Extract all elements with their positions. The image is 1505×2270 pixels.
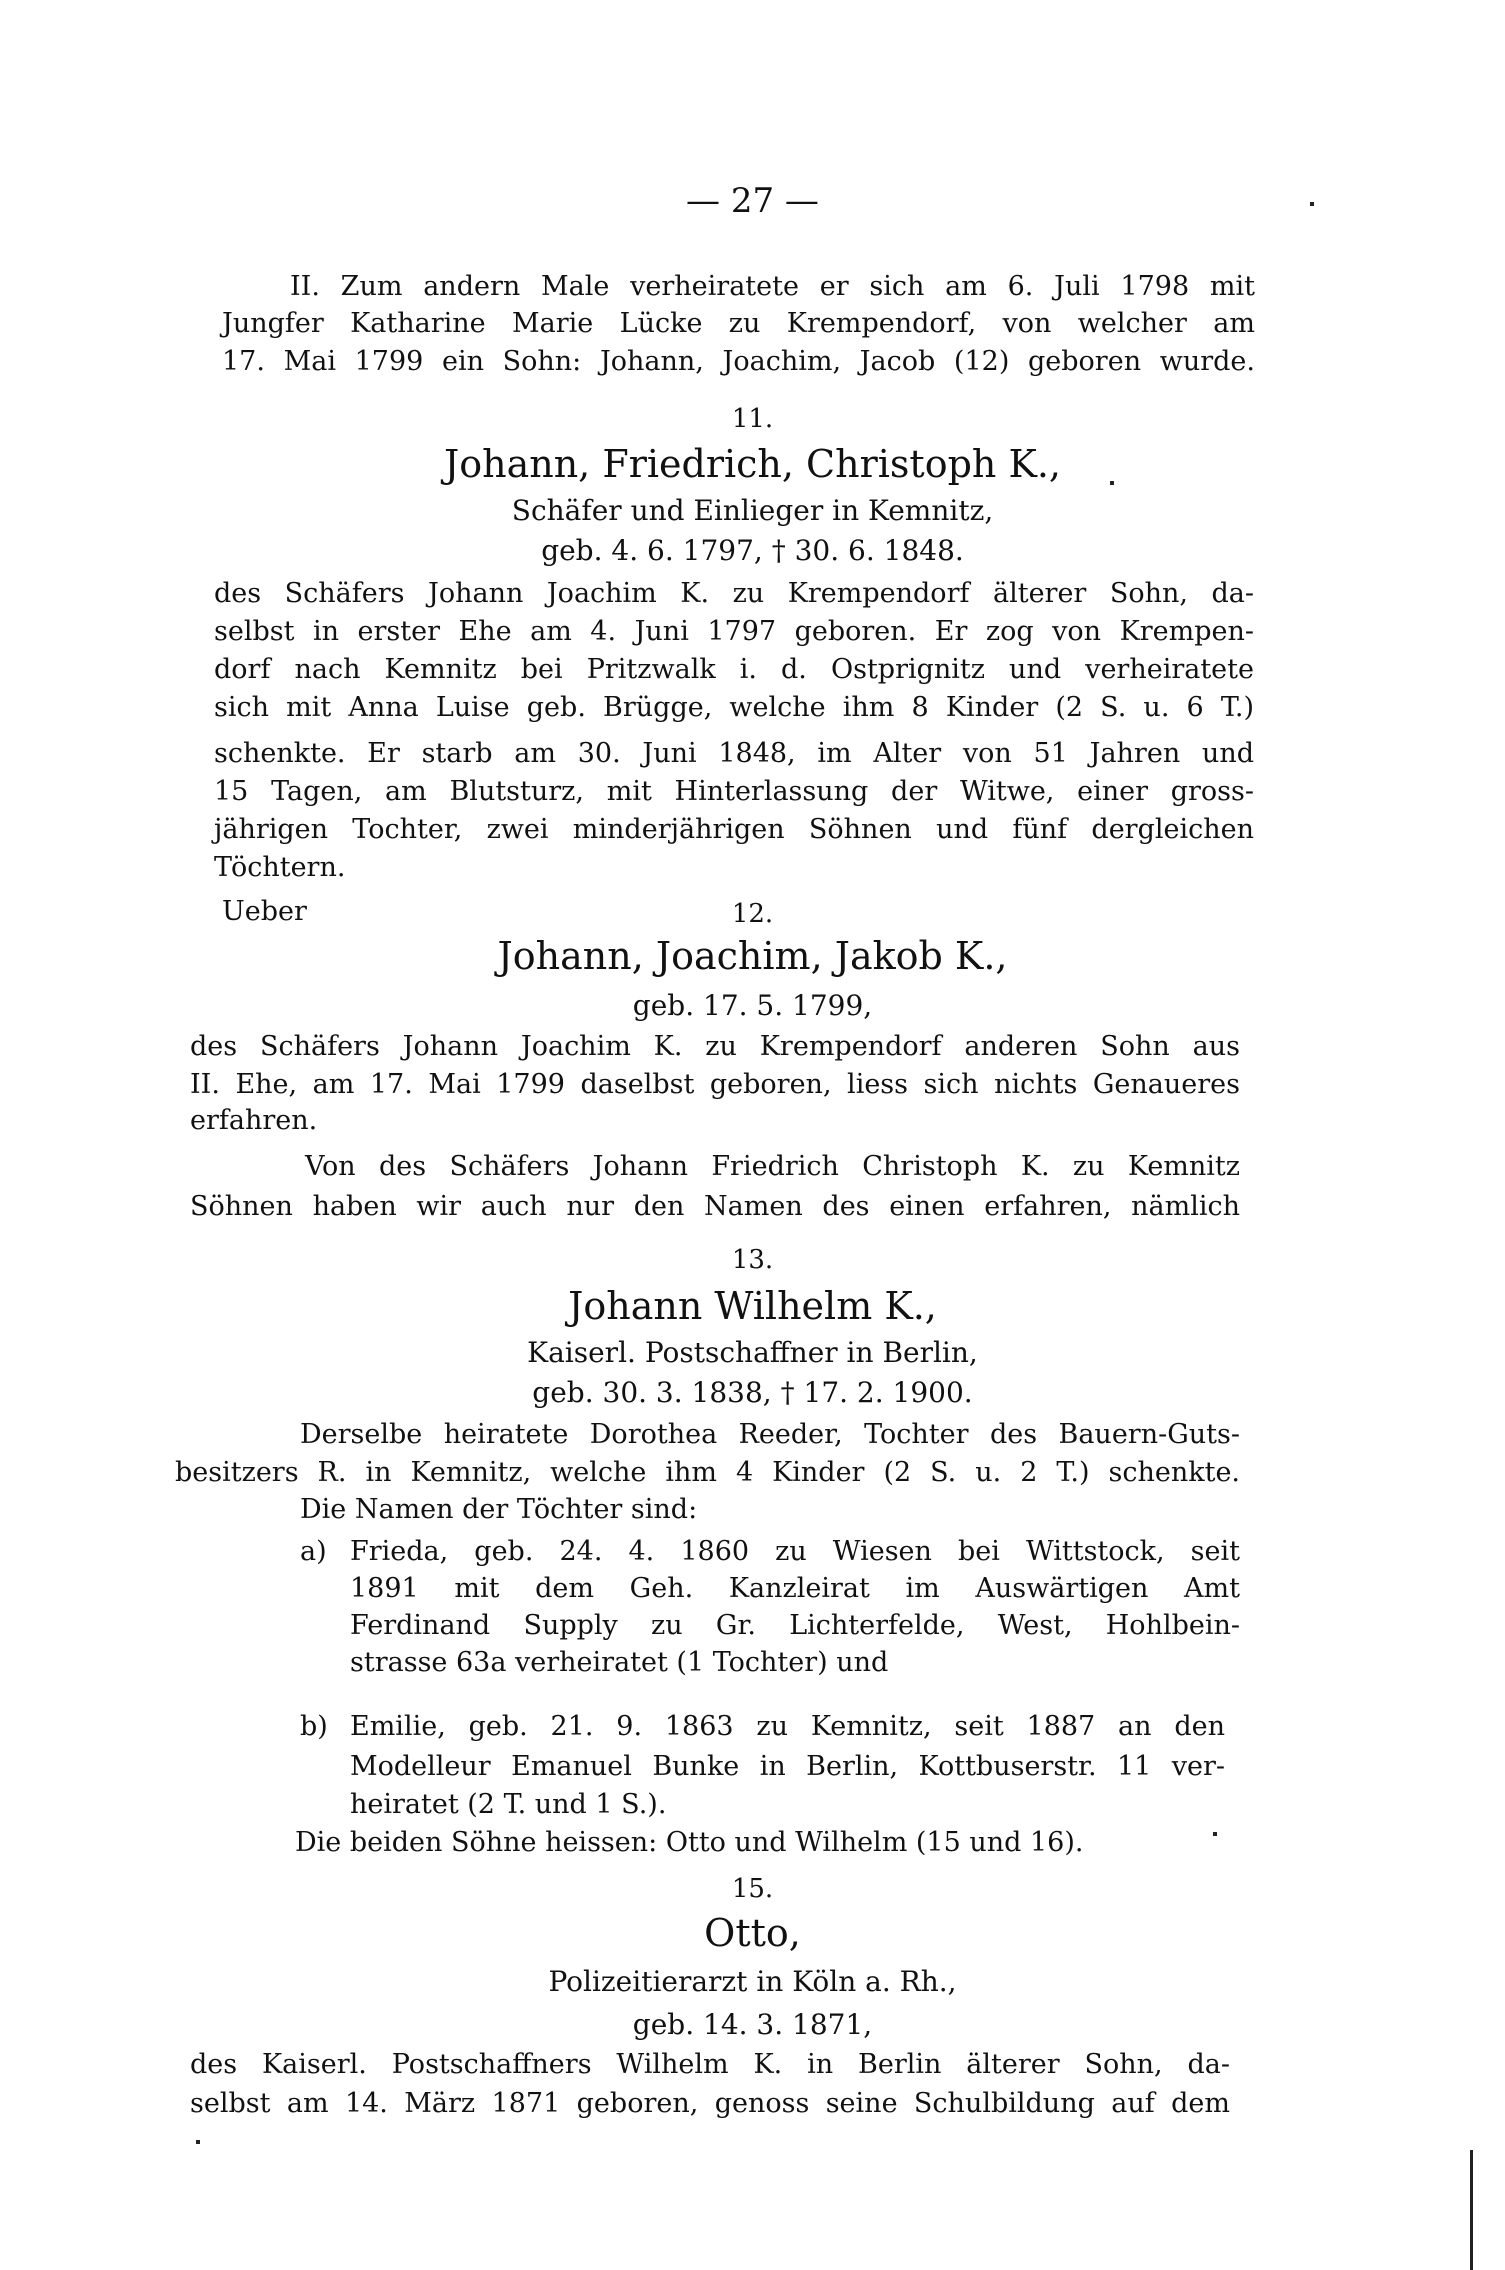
scan-speck	[1110, 481, 1114, 485]
intro-line-3: 17. Mai 1799 ein Sohn: Johann, Joachim, Jacob (12) geboren wurde.	[222, 346, 1255, 377]
daughter-a-line: 1891 mit dem Geh. Kanzleirat im Auswärtigen Amt	[350, 1573, 1240, 1604]
intro-line-2: Jungfer Katharine Marie Lücke zu Krempendorf, von welcher am	[222, 308, 1255, 339]
entry-body-13-line: Derselbe heiratete Dorothea Reeder, Tochter des Bauern-Guts-	[300, 1419, 1240, 1450]
daughter-b-marker: b)	[300, 1711, 328, 1742]
entry-body-11-line: des Schäfers Johann Joachim K. zu Krempendorf älterer Sohn, da-	[214, 578, 1254, 609]
entry-body-11-line: schenkte. Er starb am 30. Juni 1848, im Alter von 51 Jahren und	[214, 738, 1254, 769]
entry-number-12: 12.	[731, 899, 774, 929]
scan-speck	[1310, 202, 1314, 206]
daughter-a-line: Frieda, geb. 24. 4. 1860 zu Wiesen bei Wittstock, seit	[350, 1536, 1240, 1567]
entry-dates-15: geb. 14. 3. 1871,	[632, 2008, 873, 2041]
page-number: — 27 —	[686, 181, 819, 221]
entry-body-11-line: selbst in erster Ehe am 4. Juni 1797 geboren. Er zog von Krempen-	[214, 616, 1254, 647]
entry-body-11-line: jährigen Tochter, zwei minderjährigen Söhnen und fünf dergleichen	[214, 814, 1254, 845]
entry-dates-13: geb. 30. 3. 1838, † 17. 2. 1900.	[532, 1376, 973, 1409]
daughter-b-line: Modelleur Emanuel Bunke in Berlin, Kottbuserstr. 11 ver-	[350, 1751, 1225, 1782]
transition-line-2: Söhnen haben wir auch nur den Namen des einen erfahren, nämlich	[190, 1191, 1240, 1222]
sons-line: Die beiden Söhne heissen: Otto und Wilhelm (15 und 16).	[295, 1827, 1084, 1858]
entry-occupation-13: Kaiserl. Postschaffner in Berlin,	[527, 1336, 978, 1369]
scan-edge-mark	[1470, 2150, 1473, 2270]
entry-number-15: 15.	[731, 1874, 774, 1904]
entry-body-15-line: selbst am 14. März 1871 geboren, genoss seine Schulbildung auf dem	[190, 2088, 1230, 2119]
intro-line-1: II. Zum andern Male verheiratete er sich am 6. Juli 1798 mit	[290, 271, 1255, 302]
entry-body-13-line: besitzers R. in Kemnitz, welche ihm 4 Kinder (2 S. u. 2 T.) schenkte.	[175, 1457, 1240, 1488]
scan-speck	[1213, 1832, 1217, 1836]
daughter-a-line: Ferdinand Supply zu Gr. Lichterfelde, West, Hohlbein-	[350, 1610, 1240, 1641]
entry-dates-12: geb. 17. 5. 1799,	[632, 989, 873, 1022]
entry-name-13: Johann Wilhelm K.,	[568, 1284, 937, 1328]
transition-line-1: Von des Schäfers Johann Friedrich Christoph K. zu Kemnitz	[305, 1151, 1240, 1182]
lead-word-ueber: Ueber	[222, 896, 307, 927]
entry-dates-11: geb. 4. 6. 1797, † 30. 6. 1848.	[541, 534, 964, 567]
entry-occupation-15: Polizeitierarzt in Köln a. Rh.,	[548, 1965, 957, 1998]
daughter-b-line: Emilie, geb. 21. 9. 1863 zu Kemnitz, seit 1887 an den	[350, 1711, 1225, 1742]
entry-body-11-line: dorf nach Kemnitz bei Pritzwalk i. d. Ostprignitz und verheiratete	[214, 654, 1254, 685]
scan-speck	[196, 2140, 200, 2144]
entry-body-15-line: des Kaiserl. Postschaffners Wilhelm K. in Berlin älterer Sohn, da-	[190, 2049, 1230, 2080]
daughter-a-marker: a)	[300, 1536, 327, 1567]
entry-name-11: Johann, Friedrich, Christoph K.,	[443, 442, 1062, 486]
entry-body-11-line: sich mit Anna Luise geb. Brügge, welche ihm 8 Kinder (2 S. u. 6 T.)	[214, 692, 1254, 723]
daughter-b-line: heiratet (2 T. und 1 S.).	[350, 1789, 667, 1820]
daughter-a-line: strasse 63a verheiratet (1 Tochter) und	[350, 1647, 889, 1678]
entry-body-11-line: 15 Tagen, am Blutsturz, mit Hinterlassung der Witwe, einer gross-	[214, 776, 1254, 807]
entry-number-13: 13.	[731, 1245, 774, 1275]
entry-body-13-line: Die Namen der Töchter sind:	[300, 1494, 698, 1525]
entry-number-11: 11.	[731, 404, 774, 434]
entry-body-12-line: II. Ehe, am 17. Mai 1799 daselbst geboren, liess sich nichts Genaueres	[190, 1069, 1240, 1100]
entry-occupation-11: Schäfer und Einlieger in Kemnitz,	[511, 494, 994, 527]
entry-body-12-line: erfahren.	[190, 1105, 318, 1136]
entry-body-11-line: Töchtern.	[214, 852, 346, 883]
entry-name-12: Johann, Joachim, Jakob K.,	[497, 934, 1008, 978]
entry-body-12-line: des Schäfers Johann Joachim K. zu Krempendorf anderen Sohn aus	[190, 1031, 1240, 1062]
entry-name-15: Otto,	[704, 1911, 801, 1955]
